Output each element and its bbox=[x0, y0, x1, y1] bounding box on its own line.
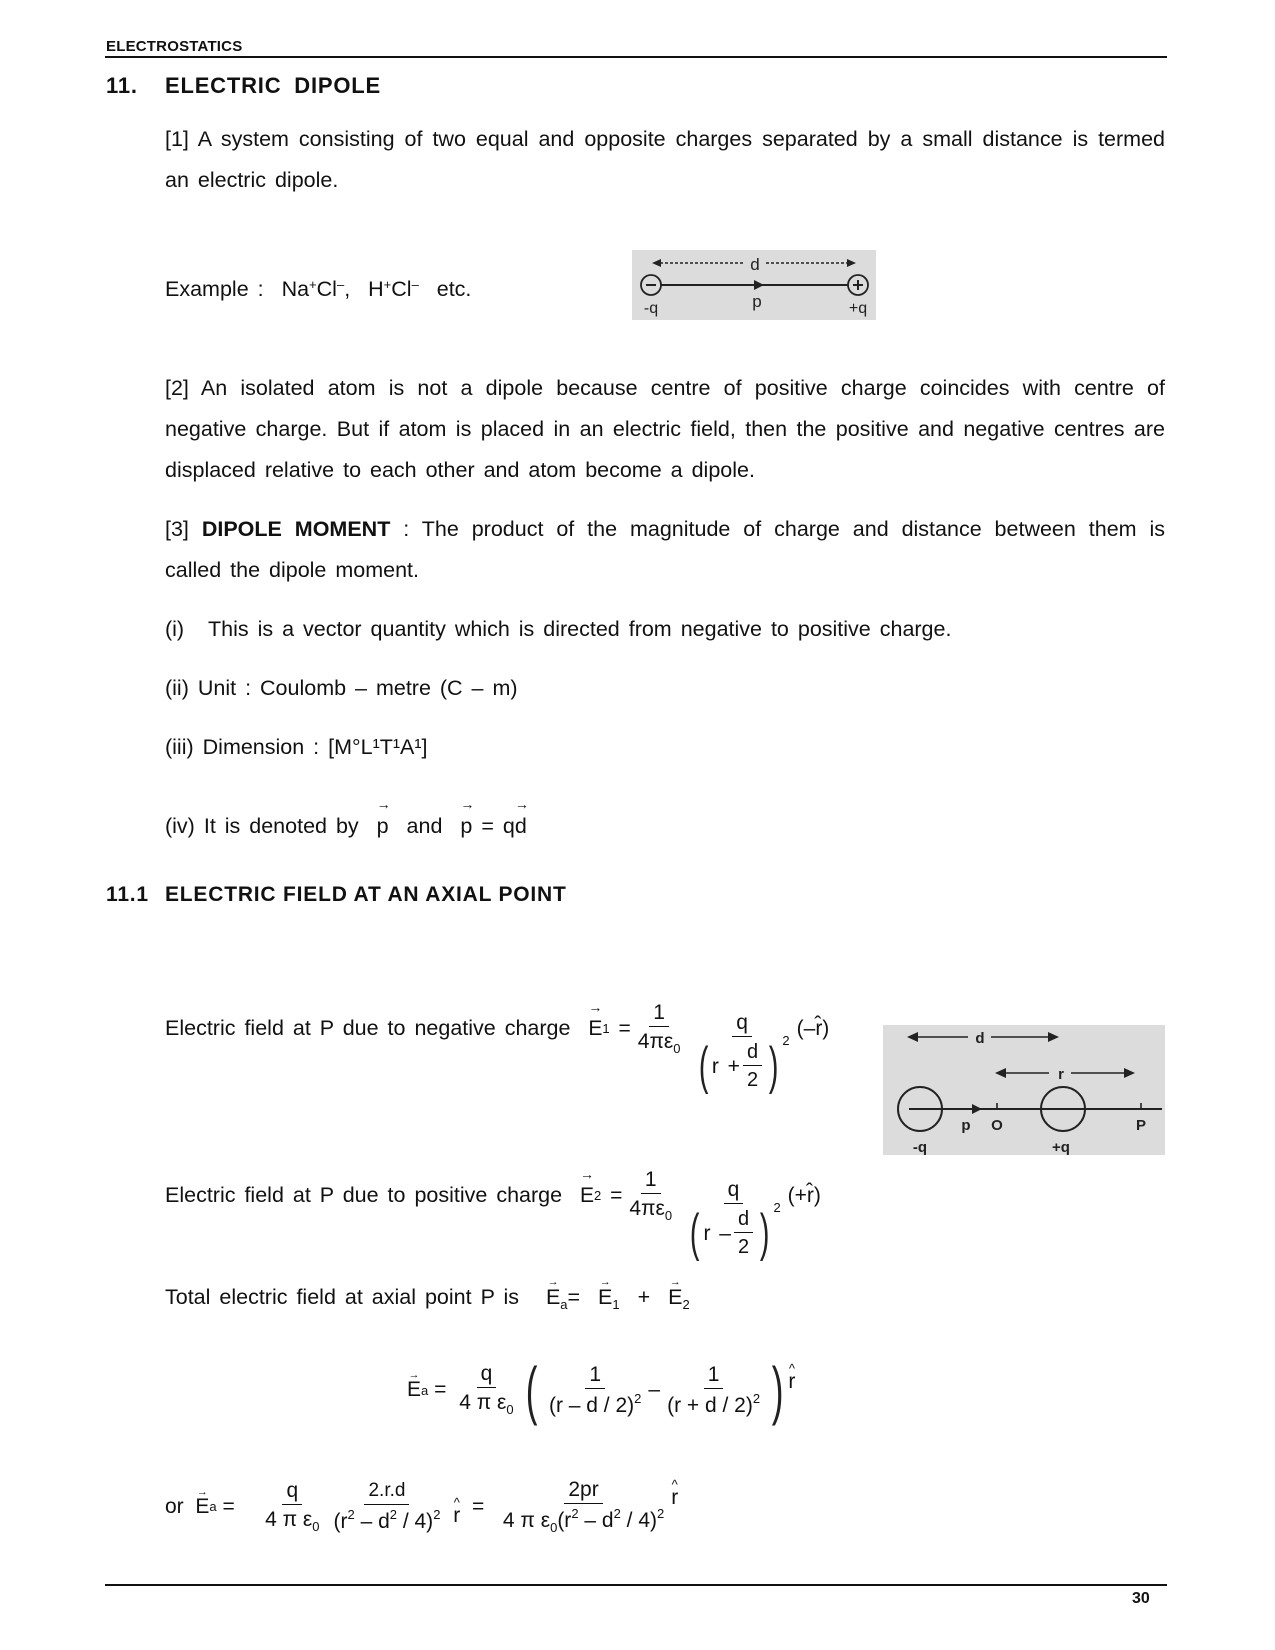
example-nacl: Na+Cl–, bbox=[281, 277, 351, 301]
equation-e1: Electric field at P due to negative charge → E 1 = $\frac{1}{4\pi\varepsilon_0}$ q ( r + $\frac{d}{2}$ ) 2 (–r̂) bbox=[165, 998, 830, 1096]
vector-p: → p bbox=[460, 796, 475, 838]
axial-point-diagram bbox=[883, 1025, 1165, 1155]
list-item: (iii) Dimension : [M°L¹T¹A¹] bbox=[165, 735, 428, 759]
positive-charge-label: +q bbox=[1052, 1139, 1070, 1155]
running-header: ELECTROSTATICS bbox=[106, 38, 243, 55]
negative-charge-label: -q bbox=[912, 1139, 928, 1155]
distance-label: d bbox=[975, 1030, 985, 1047]
center-label: O bbox=[991, 1117, 1003, 1134]
paragraph-definition: [1] A system consisting of two equal and opposite charges separated by a small distance is termed an electric dipole. bbox=[165, 127, 1165, 192]
total-description: Total electric field at axial point P is bbox=[165, 1285, 520, 1309]
example-label: Example : bbox=[165, 277, 264, 301]
example-line bbox=[165, 277, 471, 302]
header-rule bbox=[105, 56, 1167, 58]
section-title: ELECTRIC FIELD AT AN AXIAL POINT bbox=[165, 883, 567, 906]
distance-r-label: r bbox=[1058, 1066, 1064, 1083]
e1-description: Electric field at P due to negative charge bbox=[165, 1016, 571, 1041]
total-field-line: Total electric field at axial point P is → $E_a=$ → $E_1$ + → $E_2$ bbox=[165, 1276, 690, 1312]
dipole-moment-term: DIPOLE MOMENT bbox=[201, 517, 391, 541]
page-number: 30 bbox=[1132, 1590, 1150, 1607]
distance-label: d bbox=[750, 255, 760, 274]
section-heading-11 bbox=[106, 73, 381, 99]
equation-total-field-simplified: or → E a = $\frac{q}{4 \pi \varepsilon_0}$ $\frac{2.r.d}{(r^2 - d^2 / 4)^2}$ ^ r = $\frac{2pr}{4 \pi \varepsilon_0(r^2 - d^2 / 4)^2}$ ^ r bbox=[165, 1478, 678, 1535]
positive-charge-label: +q bbox=[848, 300, 868, 317]
dipole-diagram bbox=[632, 250, 876, 320]
equation-e2: Electric field at P due to positive charge → E 2 = $\frac{1}{4\pi\varepsilon_0}$ q ( r – $\frac{d}{2}$ ) 2 (+r̂) bbox=[165, 1165, 821, 1263]
section-title: ELECTRIC DIPOLE bbox=[165, 73, 382, 98]
list-item: (ii) Unit : Coulomb – metre (C – m) bbox=[165, 676, 518, 700]
section-number: 11.1 bbox=[106, 883, 149, 906]
example-etc: etc. bbox=[436, 277, 472, 301]
example-hcl: H+Cl– bbox=[368, 277, 419, 301]
section-number: 11. bbox=[106, 73, 138, 98]
equation-total-field: → E a = $\frac{q}{4 \pi \varepsilon_0}$ ( $\frac{1}{(r - d / 2)^2}$ – $\frac{1}{(r + d / 2)^2}$ ) ^ r bbox=[407, 1358, 795, 1422]
moment-label: p bbox=[961, 1117, 971, 1134]
diagram-background bbox=[883, 1025, 1165, 1155]
section-heading-11-1 bbox=[106, 883, 567, 907]
moment-label: p bbox=[752, 292, 762, 311]
list-item: (iv) It is denoted by → p and → p = q → d bbox=[165, 796, 529, 838]
paragraph-dipole-moment: [3] DIPOLE MOMENT : The product of the magnitude of charge and distance between them is called the dipole moment. bbox=[165, 517, 1165, 582]
negative-charge-label: -q bbox=[643, 300, 659, 317]
vector-d: → d bbox=[514, 796, 529, 838]
paragraph-isolated-atom: [2] An isolated atom is not a dipole because centre of positive charge coincides with centre of negative charge. But if atom is placed in an electric field, then the positive and negative centres are displaced relative to each other and atom become a dipole. bbox=[165, 376, 1165, 482]
point-label: P bbox=[1135, 1117, 1147, 1134]
list-item: (i) This is a vector quantity which is directed from negative to positive charge. bbox=[165, 617, 952, 641]
footer-rule bbox=[105, 1584, 1167, 1586]
e2-description: Electric field at P due to positive charge bbox=[165, 1183, 563, 1208]
vector-p: → p bbox=[376, 796, 391, 838]
